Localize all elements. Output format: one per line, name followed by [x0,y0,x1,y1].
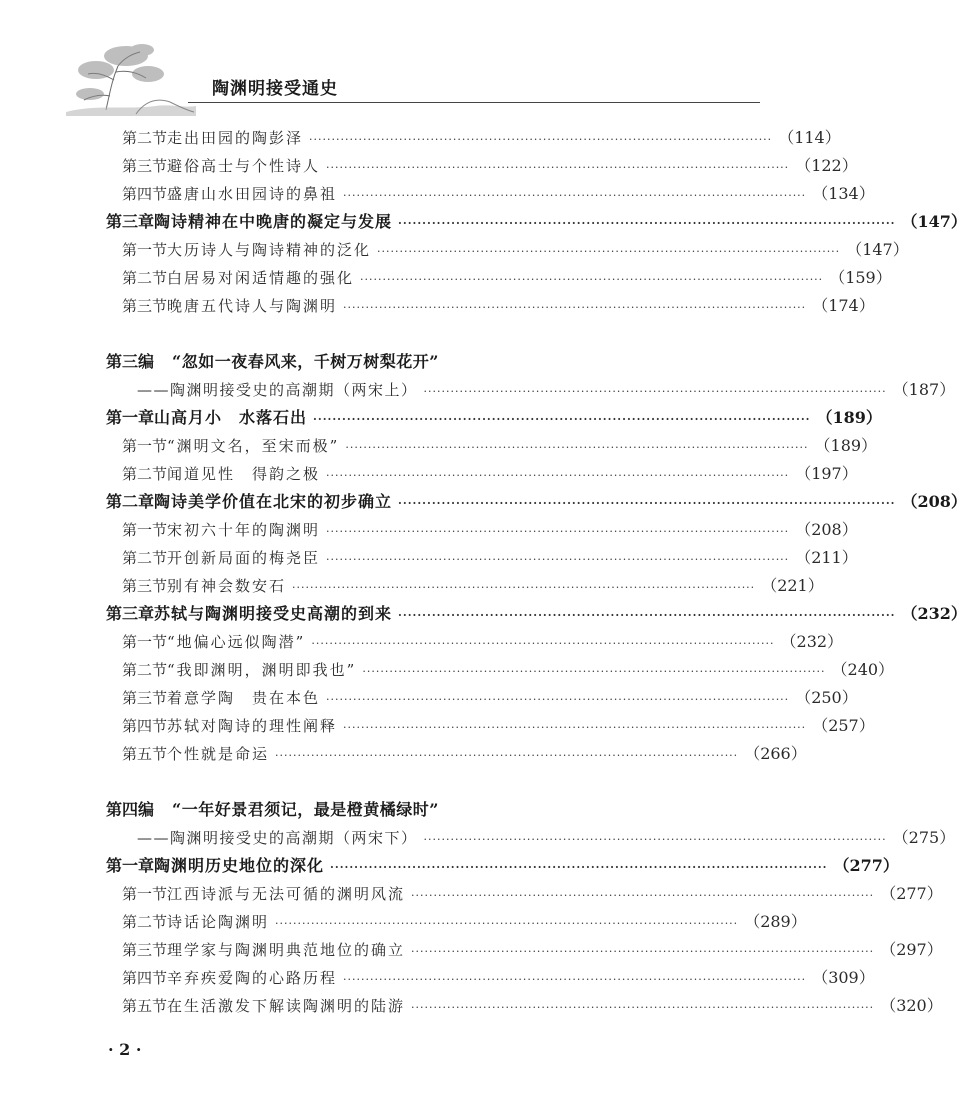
toc-entry-label: 第三节 [122,941,168,959]
toc-dot-leader: ······································································································· [326,525,790,538]
toc-entry-section [0,517,858,543]
toc-entry-page: （114） [778,128,841,147]
toc-entry-title: 山高月小 水落石出 [154,408,308,427]
toc-entry-label: 第二节 [122,269,168,287]
toc-entry-section [0,461,858,487]
toc-entry-part [0,797,800,823]
toc-entry-label: 第四编 [106,800,155,819]
toc-entry-section [0,881,943,907]
toc-entry-title: 白居易对闲适情趣的强化 [167,269,355,287]
toc-entry-title: 走出田园的陶彭泽 [167,129,304,147]
toc-entry-label: 第一节 [122,633,168,651]
toc-entry-title: “忽如一夜春风来，千树万树梨花开” [172,352,439,371]
toc-entry-label: 第五节 [122,997,168,1015]
toc-entry-page: （208） [795,520,858,539]
toc-dot-leader: ······································································································· [411,1001,875,1014]
toc-entry-sub [0,825,956,851]
toc-entry-section [0,237,909,263]
toc-entry-page: （257） [812,716,875,735]
toc-entry-page: （211） [795,548,858,567]
toc-entry-label: 第三节 [122,689,168,707]
toc-entry-title: “我即渊明，渊明即我也” [167,661,357,679]
toc-entry-title: 大历诗人与陶诗精神的泛化 [167,241,372,259]
toc-entry-label: 第二节 [122,549,168,567]
toc-entry-title: 陶诗美学价值在北宋的初步确立 [154,492,393,511]
toc-entry-title: 宋初六十年的陶渊明 [167,521,321,539]
toc-entry-page: （189） [814,436,878,455]
toc-entry-label: 第三节 [122,577,168,595]
toc-dot-leader: ······································································································· [343,973,807,986]
toc-entry-title: “渊明文名，至宋而极” [167,437,340,455]
toc-entry-page: （240） [831,660,895,679]
toc-dot-leader: ······································································································· [326,553,790,566]
toc-entry-label: 第一节 [122,241,168,259]
toc-entry-chapter [0,853,899,879]
toc-entry-section [0,685,858,711]
toc-dot-leader: ······································································································· [343,301,807,314]
toc-dot-leader: ······································································································· [275,917,739,930]
toc-dot-leader: ······································································································· [377,245,841,258]
toc-dot-leader: ······································································································· [398,609,896,622]
toc-dot-leader: ······································································································· [326,469,790,482]
toc-dot-leader: ······································································································· [362,665,826,678]
toc-entry-label: 第一节 [122,521,168,539]
toc-entry-title: 苏轼与陶渊明接受史高潮的到来 [154,604,393,623]
toc-entry-page: （174） [812,296,875,315]
toc-dot-leader: ······································································································· [411,945,875,958]
toc-entry-section [0,293,875,319]
toc-entry-page: （297） [880,940,943,959]
toc-entry-label: 第三编 [106,352,155,371]
toc-entry-title: 辛弃疾爱陶的心路历程 [167,969,338,987]
toc-dot-leader: ······································································································· [343,189,807,202]
toc-entry-label: 第三节 [122,297,168,315]
toc-entry-title: 在生活激发下解读陶渊明的陆游 [167,997,406,1015]
toc-dot-leader: ······································································································· [345,441,809,454]
toc-dot-leader: ······································································································· [326,693,790,706]
toc-entry-page: （266） [744,744,807,763]
toc-entry-label: 第四节 [122,185,168,203]
toc-entry-title: 避俗高士与个性诗人 [167,157,321,175]
toc-entry-chapter [0,405,882,431]
toc-entry-page: （221） [761,576,824,595]
landscape-tree-illustration [66,40,196,116]
toc-entry-label: 第二节 [122,661,168,679]
toc-entry-chapter [0,209,967,235]
toc-entry-label: 第三节 [122,157,168,175]
toc-dot-leader: ······································································································· [330,861,828,874]
toc-entry-section [0,713,875,739]
toc-entry-sub [0,377,956,403]
toc-entry-page: （289） [744,912,807,931]
toc-entry-section [0,909,807,935]
toc-dot-leader: ······································································································· [292,581,756,594]
toc-entry-section [0,181,875,207]
toc-entry-page: （197） [795,464,858,483]
toc-entry-label: 第一章 [106,408,155,427]
toc-entry-section [0,433,878,459]
toc-entry-label: 第二节 [122,129,168,147]
toc-entry-title: 晚唐五代诗人与陶渊明 [167,297,338,315]
toc-entry-page: （232） [780,632,844,651]
toc-entry-section [0,993,943,1019]
toc-entry-page: （309） [812,968,875,987]
toc-entry-page: （320） [880,996,943,1015]
book-title: 陶渊明接受通史 [212,79,338,99]
toc-entry-label: 第一章 [106,856,155,875]
toc-dot-leader: ······································································································· [343,721,807,734]
toc-entry-label: 第一节 [122,885,168,903]
toc-entry-title: 理学家与陶渊明典范地位的确立 [167,941,406,959]
toc-entry-label: 第四节 [122,969,168,987]
toc-entry-section [0,153,858,179]
toc-entry-page: （134） [812,184,875,203]
toc-entry-part [0,349,800,375]
toc-dot-leader: ······································································································· [326,161,790,174]
toc-entry-title: 个性就是命运 [167,745,270,763]
toc-entry-label: 第二节 [122,465,168,483]
toc-entry-page: （189） [816,408,882,427]
toc-dot-leader: ······································································································· [309,133,773,146]
toc-entry-title: ——陶渊明接受史的高潮期（两宋上） [137,381,418,399]
toc-entry-section [0,937,943,963]
toc-entry-title: 江西诗派与无法可循的渊明风流 [167,885,406,903]
toc-entry-page: （277） [880,884,943,903]
toc-entry-label: 第四节 [122,717,168,735]
toc-entry-title: 陶渊明历史地位的深化 [154,856,325,875]
toc-entry-title: 诗话论陶渊明 [167,913,270,931]
toc-entry-section [0,965,875,991]
toc-entry-page: （232） [901,604,967,623]
toc-dot-leader: ······································································································· [311,637,775,650]
toc-dot-leader: ······································································································· [313,413,811,426]
toc-entry-label: 第三章 [106,604,155,623]
toc-entry-title: “地偏心远似陶潜” [167,633,306,651]
toc-entry-chapter [0,601,967,627]
toc-entry-label: 第一节 [122,437,168,455]
toc-entry-section [0,657,895,683]
toc-dot-leader: ······································································································· [275,749,739,762]
toc-entry-page: （277） [833,856,899,875]
toc-entry-page: （275） [892,828,956,847]
toc-entry-page: （208） [901,492,967,511]
toc-entry-page: （122） [795,156,858,175]
header-divider [188,102,760,103]
toc-dot-leader: ······································································································· [411,889,875,902]
toc-entry-section [0,573,824,599]
toc-entry-section [0,741,807,767]
toc-entry-page: （250） [795,688,858,707]
toc-entry-page: （147） [901,212,967,231]
toc-entry-label: 第三章 [106,212,155,231]
page-number: · 2 · [108,1040,142,1059]
toc-entry-page: （159） [829,268,892,287]
toc-entry-page: （147） [846,240,909,259]
toc-entry-title: 着意学陶 贵在本色 [167,689,321,707]
toc-dot-leader: ······································································································· [423,385,887,398]
toc-entry-section [0,265,892,291]
toc-entry-section [0,125,841,151]
toc-entry-title: 别有神会数安石 [167,577,287,595]
toc-entry-page: （187） [892,380,956,399]
toc-entry-title: 苏轼对陶诗的理性阐释 [167,717,338,735]
toc-entry-title: 开创新局面的梅尧臣 [167,549,321,567]
toc-entry-label: 第五节 [122,745,168,763]
toc-dot-leader: ······································································································· [398,217,896,230]
toc-entry-title: 陶诗精神在中晚唐的凝定与发展 [154,212,393,231]
toc-entry-title: “一年好景君须记，最是橙黄橘绿时” [172,800,439,819]
toc-entry-title: 盛唐山水田园诗的鼻祖 [167,185,338,203]
toc-entry-section [0,629,844,655]
toc-dot-leader: ······································································································· [360,273,824,286]
toc-entry-label: 第二章 [106,492,155,511]
toc-dot-leader: ······································································································· [398,497,896,510]
toc-entry-title: ——陶渊明接受史的高潮期（两宋下） [137,829,418,847]
toc-entry-title: 闻道见性 得韵之极 [167,465,321,483]
toc-entry-section [0,545,858,571]
toc-dot-leader: ······································································································· [423,833,887,846]
toc-entry-label: 第二节 [122,913,168,931]
running-header [60,40,760,118]
toc-entry-chapter [0,489,967,515]
